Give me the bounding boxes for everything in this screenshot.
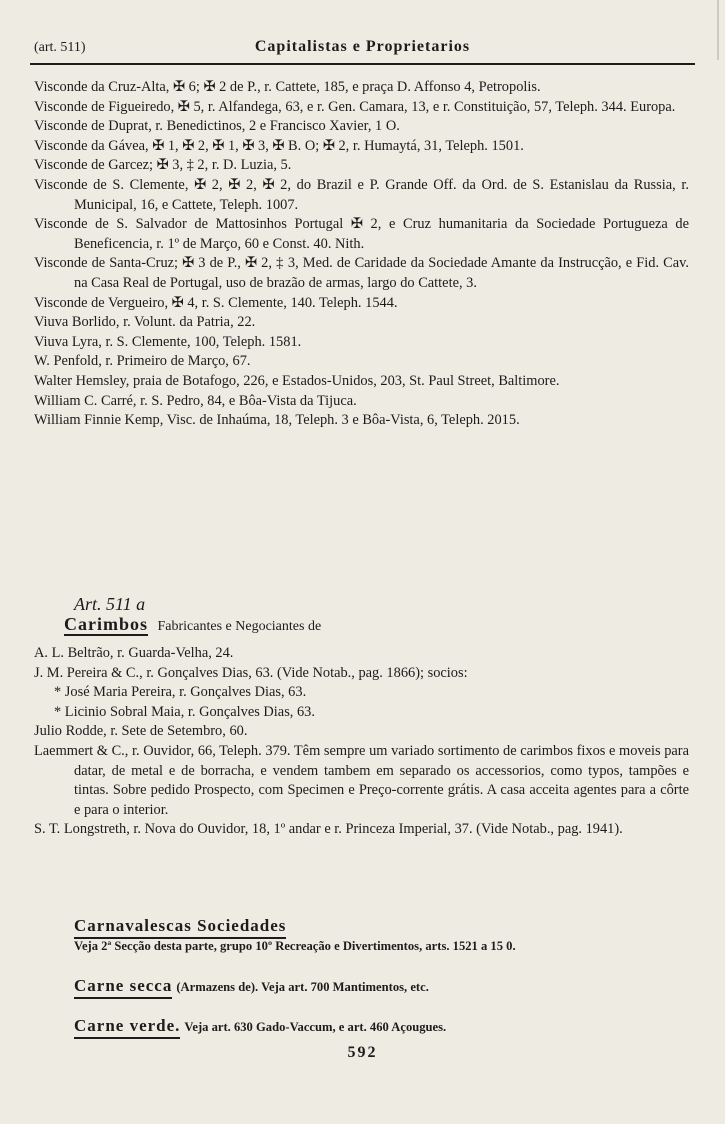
carimbos-entries <box>34 644 689 840</box>
section-carne-secca <box>74 976 689 999</box>
page-header <box>30 36 695 60</box>
directory-entry: Viuva Borlido, r. Volunt. da Patria, 22. <box>34 314 256 331</box>
directory-entry: William Finnie Kemp, Visc. de Inhaúma, 18, Teleph. 3 e Bôa-Vista, 6, Teleph. 2015. <box>34 412 520 429</box>
directory-entry: S. T. Longstreth, r. Nova do Ouvidor, 18, 1º andar e r. Princeza Imperial, 37. (Vide Notab., pag. 1941). <box>34 821 623 838</box>
section-note: Veja art. 630 Gado-Vaccum, e art. 460 Açougues. <box>184 1020 447 1034</box>
directory-entry: Visconde da Cruz-Alta, ✠ 6; ✠ 2 de P., r. Cattete, 185, e praça D. Affonso 4, Petropolis. <box>34 79 541 95</box>
partner-entry: * José Maria Pereira, r. Gonçalves Dias, 63. <box>54 684 307 701</box>
directory-entry: Viuva Lyra, r. S. Clemente, 100, Teleph. 1581. <box>34 333 302 350</box>
directory-entry-advert: Laemmert & C., r. Ouvidor, 66, Teleph. 379. Têm sempre um variado sortimento de carimbos fixos e moveis para datar, de metal e de borracha, e vendem tambem em separado os accessorios, como typos, tampões e tintas. Sobre pedido Prospecto, com Specimen e Preço-corrente grátis. A casa acceita agentes para a côrte e para o interior. <box>34 742 689 818</box>
partner-entry: * Licinio Sobral Maia, r. Gonçalves Dias, 63. <box>54 703 315 720</box>
section-note: Veja 2ª Secção desta parte, grupo 10º Recreação e Divertimentos, arts. 1521 a 15 0. <box>74 939 516 953</box>
directory-entry: Visconde de Santa-Cruz; ✠ 3 de P., ✠ 2, ‡ 3, Med. de Caridade da Sociedade Amante da Instrucção, e Fid. Cav. na Casa Real de Portugal, uso de brazão de armas, largo do Cattete, 3. <box>34 255 689 291</box>
article-subject-line <box>64 614 321 635</box>
section-carnavalescas <box>74 916 689 954</box>
page-number: 592 <box>347 1044 378 1061</box>
page-title: Capitalistas e Proprietarios <box>254 38 471 55</box>
directory-entry: Visconde de S. Salvador de Mattosinhos Portugal ✠ 2, e Cruz humanitaria da Sociedade Portugueza de Beneficencia, r. 1º de Março, 60 e Const. 40. Nith. <box>34 216 689 252</box>
directory-entry: A. L. Beltrão, r. Guarda-Velha, 24. <box>34 645 234 661</box>
section-title: Carne verde. <box>74 1016 180 1039</box>
header-rule <box>30 63 695 65</box>
directory-entry: Visconde de Figueiredo, ✠ 5, r. Alfandega, 63, e r. Gen. Camara, 13, e r. Constituição, 57, Teleph. 344. Europa. <box>34 98 676 115</box>
article-heading: Art. 511 a <box>74 594 146 614</box>
directory-entry: J. M. Pereira & C., r. Gonçalves Dias, 63. (Vide Notab., pag. 1866); socios: <box>34 664 468 681</box>
directory-entry: Visconde de Duprat, r. Benedictinos, 2 e Francisco Xavier, 1 O. <box>34 118 400 135</box>
directory-entry: Julio Rodde, r. Sete de Setembro, 60. <box>34 723 248 740</box>
article-subject-title: Carimbos <box>64 614 148 634</box>
article-subtitle: Fabricantes e Negociantes de <box>157 619 322 634</box>
directory-entry: Visconde de Vergueiro, ✠ 4, r. S. Clemente, 140. Teleph. 1544. <box>34 294 398 311</box>
directory-entries <box>34 78 689 431</box>
section-note: (Armazens de). Veja art. 700 Mantimentos, etc. <box>176 980 429 994</box>
directory-entry: Visconde da Gávea, ✠ 1, ✠ 2, ✠ 1, ✠ 3, ✠ B. O; ✠ 2, r. Humaytá, 31, Teleph. 1501. <box>34 137 524 154</box>
section-carne-verde <box>74 1016 689 1039</box>
section-title: Carnavalescas Sociedades <box>74 916 286 939</box>
directory-entry: Walter Hemsley, praia de Botafogo, 226, e Estados-Unidos, 203, St. Paul Street, Baltimore. <box>34 372 560 389</box>
directory-entry: Visconde de S. Clemente, ✠ 2, ✠ 2, ✠ 2, do Brazil e P. Grande Off. da Ord. de S. Estanislau da Russia, r. Municipal, 16, e Cattete, Teleph. 1007. <box>34 176 689 213</box>
article-reference: (art. 511) <box>34 40 86 55</box>
section-title: Carne secca <box>74 976 172 999</box>
directory-entry: W. Penfold, r. Primeiro de Março, 67. <box>34 353 251 370</box>
directory-entry: William C. Carré, r. S. Pedro, 84, e Bôa-Vista da Tijuca. <box>34 392 357 409</box>
paper-edge-mark <box>717 0 719 60</box>
directory-entry: Visconde de Garcez; ✠ 3, ‡ 2, r. D. Luzia, 5. <box>34 157 292 174</box>
